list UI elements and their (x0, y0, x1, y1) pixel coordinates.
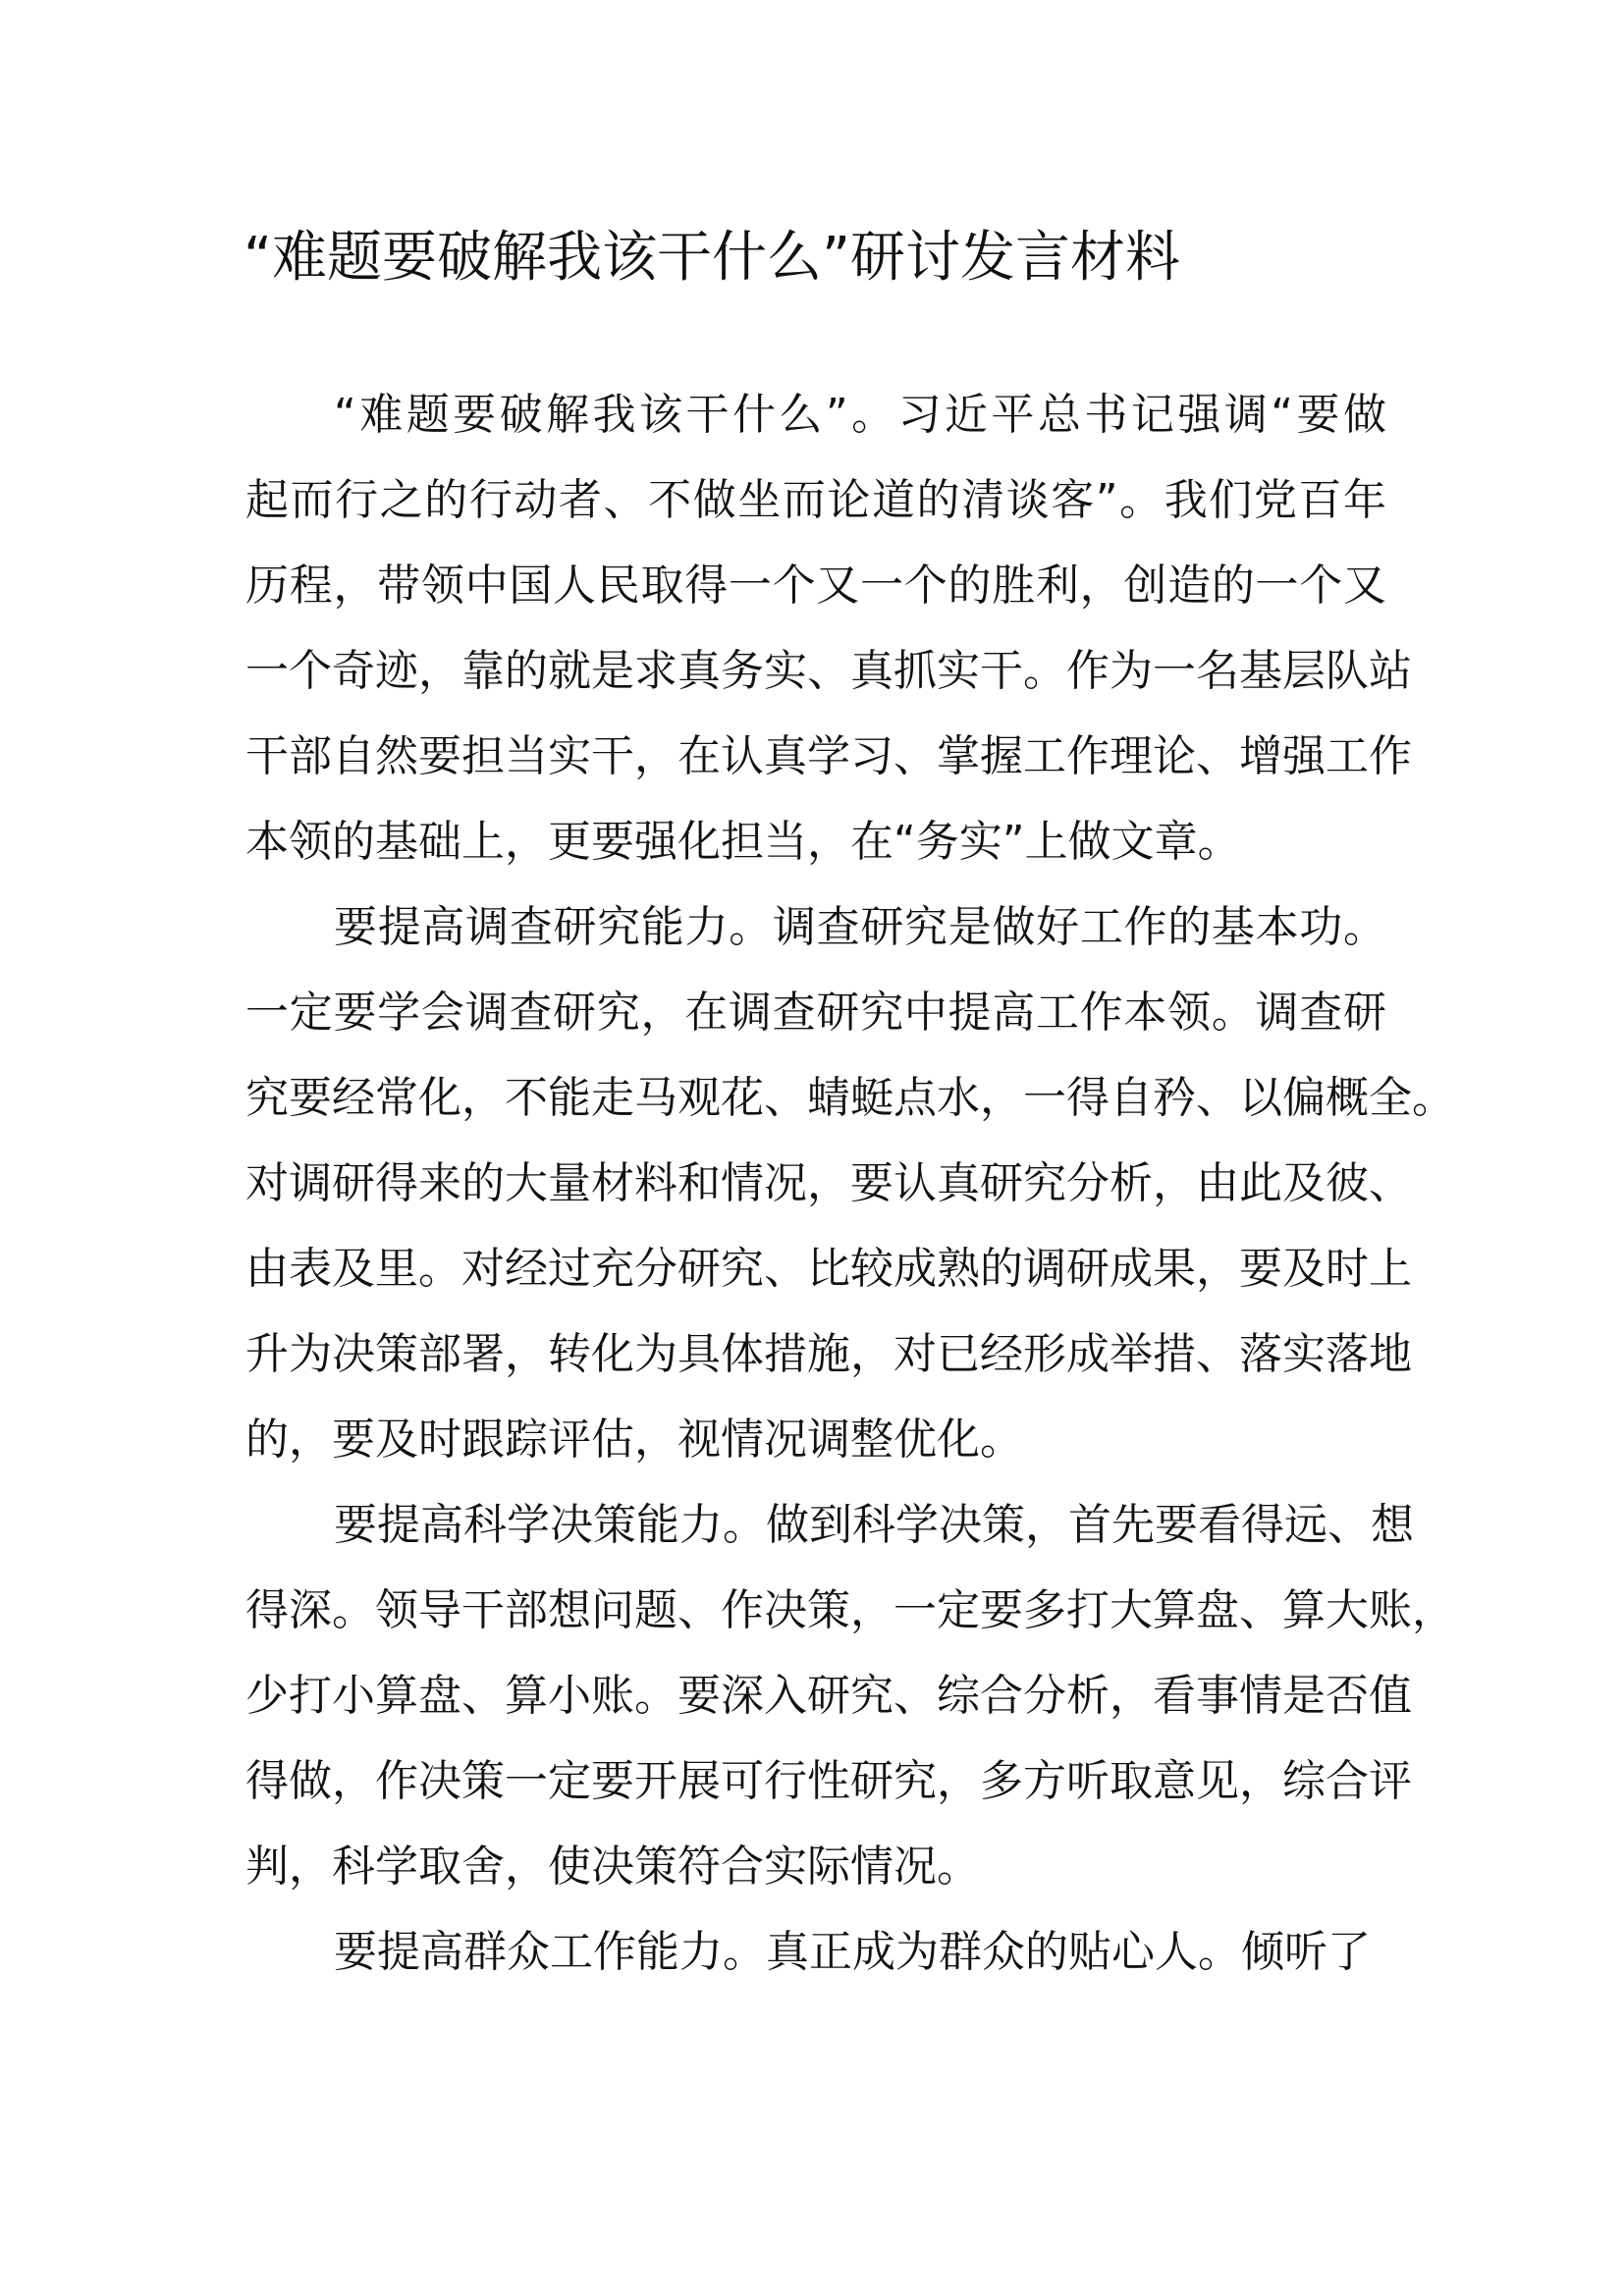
text-line: 要提高科学决策能力。做到科学决策，首先要看得远、想 (334, 1500, 1414, 1550)
text-line: 升为决策部署，转化为具体措施，对已经形成举措、落实落地 (245, 1329, 1412, 1379)
text-line: 要提高群众工作能力。真正成为群众的贴心人。倾听了 (334, 1927, 1371, 1977)
text-line: 起而行之的行动者、不做坐而论道的清谈客”。我们党百年 (245, 475, 1386, 525)
paragraph-3 (245, 1482, 1455, 1909)
text-line: 得做，作决策一定要开展可行性研究，多方听取意见，综合评 (245, 1756, 1412, 1806)
text-line: 少打小算盘、算小账。要深入研究、综合分析，看事情是否值 (245, 1671, 1412, 1721)
page-title: “难题要破解我该干什么”研讨发言材料 (244, 226, 1181, 290)
text-line: 得深。领导干部想问题、作决策，一定要多打大算盘、算大账， (245, 1585, 1455, 1635)
text-line: 的，要及时跟踪评估，视情况调整优化。 (245, 1415, 1023, 1465)
paragraph-1 (245, 372, 1412, 884)
text-line: 一个奇迹，靠的就是求真务实、真抓实干。作为一名基层队站 (245, 646, 1412, 696)
text-line: 本领的基础上，更要强化担当，在“务实”上做文章。 (245, 817, 1241, 867)
paragraph-2 (245, 884, 1455, 1482)
text-line: 判，科学取舍，使决策符合实际情况。 (245, 1842, 980, 1892)
text-line: 要提高调查研究能力。调查研究是做好工作的基本功。 (334, 902, 1386, 952)
paragraph-4 (245, 1909, 1386, 1995)
text-line: 一定要学会调查研究，在调查研究中提高工作本领。调查研 (245, 988, 1386, 1038)
text-line: 由表及里。对经过充分研究、比较成熟的调研成果，要及时上 (245, 1244, 1412, 1294)
text-line: 干部自然要担当实干，在认真学习、掌握工作理论、增强工作 (245, 731, 1412, 781)
text-line: 历程，带领中国人民取得一个又一个的胜利，创造的一个又 (245, 561, 1386, 611)
document-body (245, 372, 1455, 1995)
text-line: “难题要破解我该干什么”。习近平总书记强调“要做 (334, 390, 1386, 440)
text-line: 对调研得来的大量材料和情况，要认真研究分析，由此及彼、 (245, 1158, 1412, 1208)
text-line: 究要经常化，不能走马观花、蜻蜓点水，一得自矜、以偏概全。 (245, 1073, 1455, 1123)
